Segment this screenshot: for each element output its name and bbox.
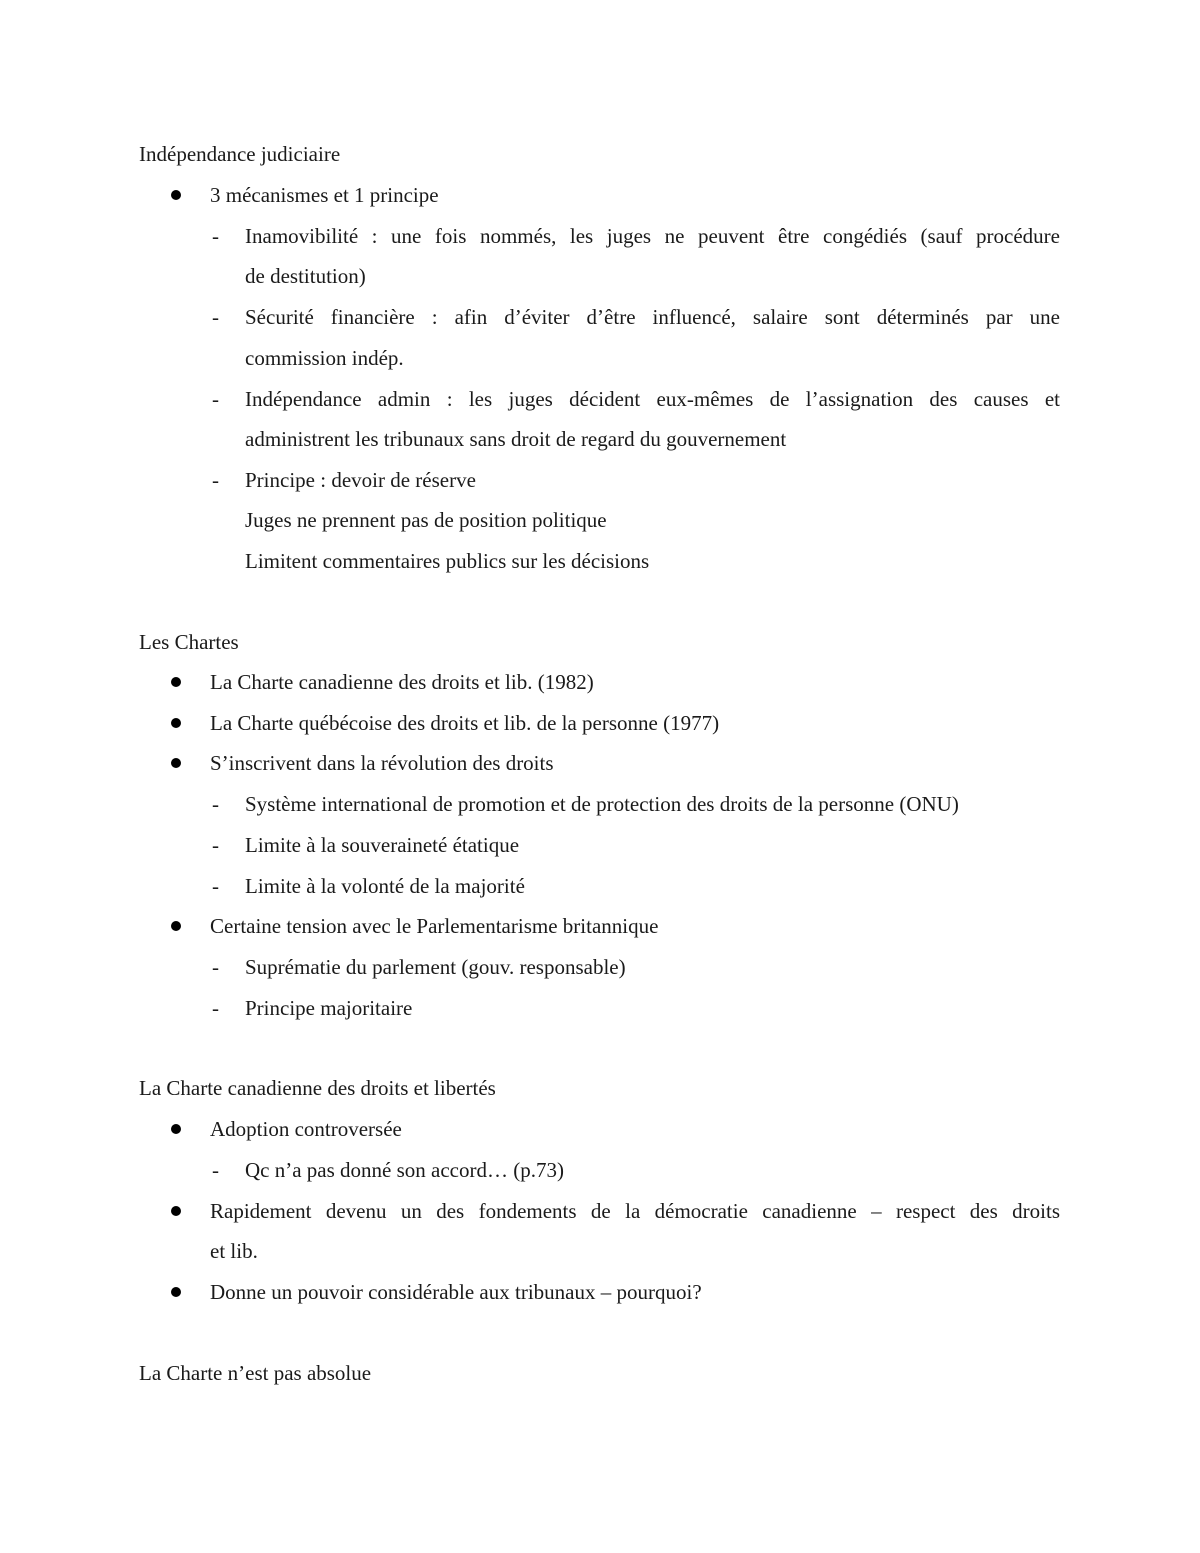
sub-item: Suprématie du parlement (gouv. responsable) [245,955,626,979]
dash-icon: - [212,996,219,1020]
sub-item: Sécurité financière : afin d’éviter d’être influencé, salaire sont déterminés par une [245,305,1060,329]
bullet-icon [171,758,181,768]
dash-icon: - [212,955,219,979]
sub-item: Principe : devoir de réserve [245,468,476,492]
dash-icon: - [212,387,219,411]
dash-icon: - [212,874,219,898]
dash-icon: - [212,1158,219,1182]
sub-item-continuation: de destitution) [245,264,366,288]
bullet-icon [171,921,181,931]
sub-item-continuation: administrent les tribunaux sans droit de regard du gouvernement [245,427,787,451]
bullet-icon [171,1287,181,1297]
bullet-item: Certaine tension avec le Parlementarisme britannique [210,914,659,938]
sub-item: Principe majoritaire [245,996,413,1020]
sub-item-continuation: Limitent commentaires publics sur les décisions [245,549,650,573]
bullet-item-continuation: et lib. [210,1239,258,1263]
section-heading: Indépendance judiciaire [139,142,341,166]
sub-item: Inamovibilité : une fois nommés, les juges ne peuvent être congédiés (sauf procédure [245,224,1060,248]
bullet-item: La Charte canadienne des droits et lib. (1982) [210,670,594,694]
sub-item-continuation: commission indép. [245,346,404,370]
sub-item: Indépendance admin : les juges décident eux-mêmes de l’assignation des causes et [245,387,1060,411]
section-heading: Les Chartes [139,630,239,654]
sub-item: Qc n’a pas donné son accord… (p.73) [245,1158,564,1182]
bullet-item: S’inscrivent dans la révolution des droits [210,751,554,775]
sub-item: Limite à la souveraineté étatique [245,833,520,857]
dash-icon: - [212,224,219,248]
dash-icon: - [212,305,219,329]
sub-item: Limite à la volonté de la majorité [245,874,525,898]
section-heading: La Charte n’est pas absolue [139,1361,372,1385]
bullet-icon [171,190,181,200]
bullet-item: 3 mécanismes et 1 principe [210,183,439,207]
dash-icon: - [212,468,219,492]
section-heading: La Charte canadienne des droits et libertés [139,1076,496,1100]
bullet-icon [171,1124,181,1134]
bullet-icon [171,718,181,728]
sub-item: Système international de promotion et de protection des droits de la personne (ONU) [245,792,959,816]
bullet-item: La Charte québécoise des droits et lib. de la personne (1977) [210,711,720,735]
sub-item-continuation: Juges ne prennent pas de position politique [245,508,607,532]
dash-icon: - [212,792,219,816]
bullet-item: Rapidement devenu un des fondements de la démocratie canadienne – respect des droits [210,1199,1060,1223]
bullet-item: Adoption controversée [210,1117,402,1141]
bullet-icon [171,677,181,687]
bullet-icon [171,1206,181,1216]
dash-icon: - [212,833,219,857]
bullet-item: Donne un pouvoir considérable aux tribunaux – pourquoi? [210,1280,702,1304]
